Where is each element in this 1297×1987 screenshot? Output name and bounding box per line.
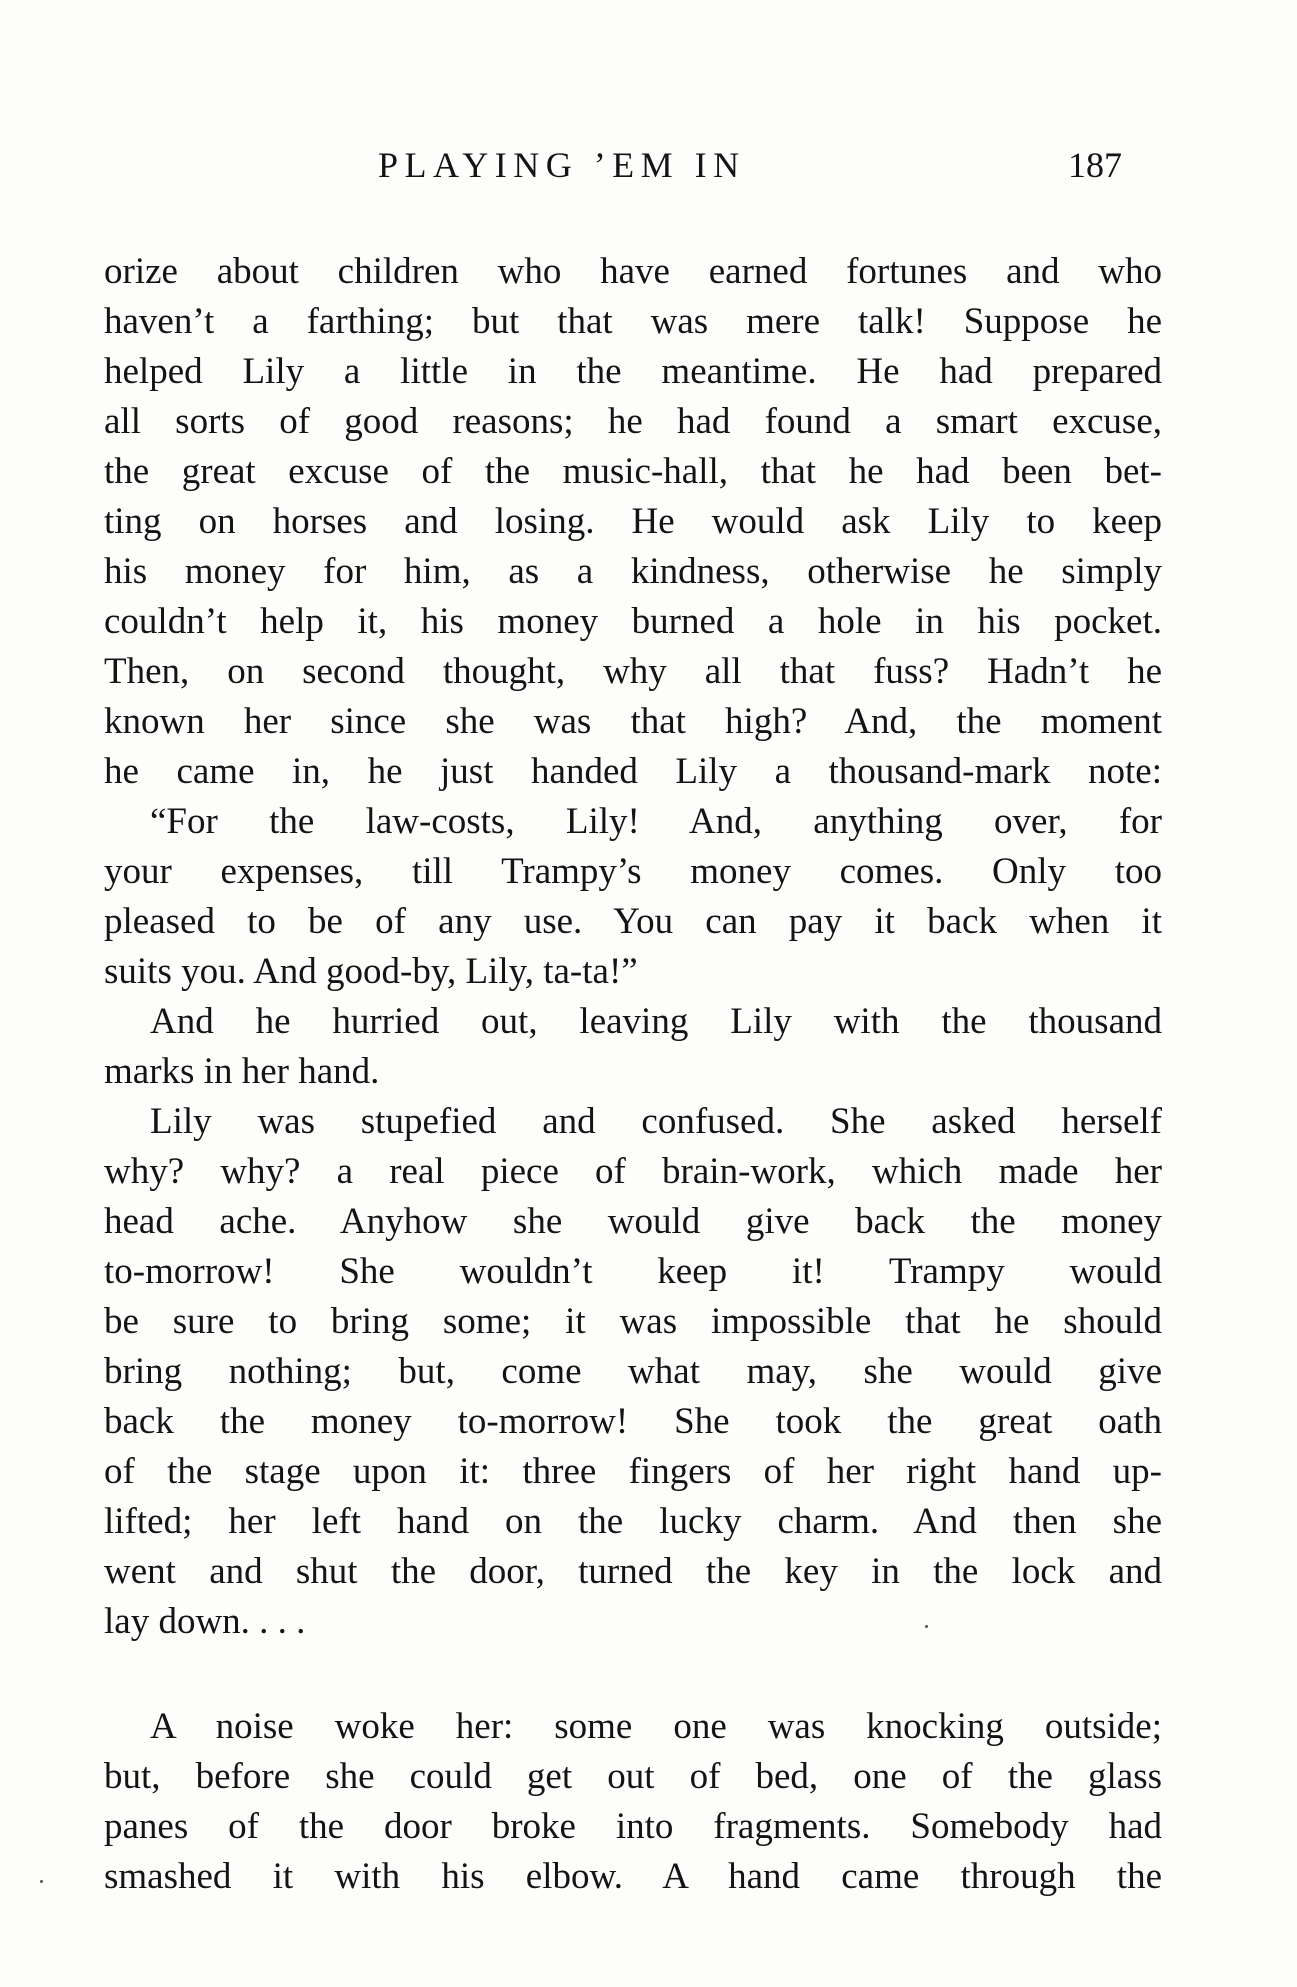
- paragraph-3: [104, 997, 1162, 1097]
- paragraph-2: [104, 797, 1162, 997]
- page-number: 187: [1068, 145, 1122, 185]
- text-line: be sure to bring some; it was impossible that he should: [104, 1301, 1162, 1342]
- text-line: Then, on second thought, why all that fuss? Hadn’t he: [104, 651, 1162, 692]
- paragraph-4: [104, 1097, 1162, 1647]
- text-line: but, before she could get out of bed, one of the glass: [104, 1756, 1162, 1797]
- text-line: went and shut the door, turned the key in the lock and: [104, 1551, 1162, 1592]
- text-line: suits you. And good-by, Lily, ta-ta!”: [104, 951, 638, 992]
- text-line: your expenses, till Trampy’s money comes. Only too: [104, 851, 1162, 892]
- text-line: to-morrow! She wouldn’t keep it! Trampy would: [104, 1251, 1162, 1292]
- text-line: marks in her hand.: [104, 1051, 380, 1092]
- page-header: [0, 140, 1297, 190]
- body-text: [104, 247, 1162, 1902]
- text-line: bring nothing; but, come what may, she would give: [104, 1351, 1162, 1392]
- text-line: pleased to be of any use. You can pay it back when it: [104, 901, 1162, 942]
- text-line: lifted; her left hand on the lucky charm. And then she: [104, 1501, 1162, 1542]
- text-line: couldn’t help it, his money burned a hole in his pocket.: [104, 601, 1162, 642]
- text-line: the great excuse of the music-hall, that he had been bet-: [104, 451, 1162, 492]
- text-line: smashed it with his elbow. A hand came through the: [104, 1856, 1162, 1897]
- text-line: all sorts of good reasons; he had found a smart excuse,: [104, 401, 1162, 442]
- paragraph-1: [104, 247, 1162, 797]
- text-line: why? why? a real piece of brain-work, which made her: [104, 1151, 1162, 1192]
- text-line: helped Lily a little in the meantime. He had prepared: [104, 351, 1162, 392]
- text-line: “For the law-costs, Lily! And, anything over, for: [150, 801, 1162, 842]
- text-line: he came in, he just handed Lily a thousand-mark note:: [104, 751, 1162, 792]
- scan-speck: [40, 1880, 43, 1883]
- text-line: And he hurried out, leaving Lily with the thousand: [150, 1001, 1162, 1042]
- text-line: haven’t a farthing; but that was mere talk! Suppose he: [104, 301, 1162, 342]
- text-line: of the stage upon it: three fingers of her right hand up-: [104, 1451, 1162, 1492]
- text-line: known her since she was that high? And, the moment: [104, 701, 1162, 742]
- text-line: orize about children who have earned fortunes and who: [104, 251, 1162, 292]
- text-line: head ache. Anyhow she would give back the money: [104, 1201, 1162, 1242]
- text-line: his money for him, as a kindness, otherwise he simply: [104, 551, 1162, 592]
- text-line: ting on horses and losing. He would ask Lily to keep: [104, 501, 1162, 542]
- text-line: A noise woke her: some one was knocking outside;: [150, 1706, 1162, 1747]
- paragraph-5: [104, 1702, 1162, 1902]
- text-line: back the money to-morrow! She took the great oath: [104, 1401, 1162, 1442]
- text-line: panes of the door broke into fragments. Somebody had: [104, 1806, 1162, 1847]
- section-break: [104, 1647, 1162, 1702]
- text-line: lay down. . . .: [104, 1601, 306, 1642]
- text-line: Lily was stupefied and confused. She asked herself: [150, 1101, 1162, 1142]
- running-title: PLAYING ’EM IN: [378, 145, 746, 185]
- scan-speck: [925, 1625, 928, 1628]
